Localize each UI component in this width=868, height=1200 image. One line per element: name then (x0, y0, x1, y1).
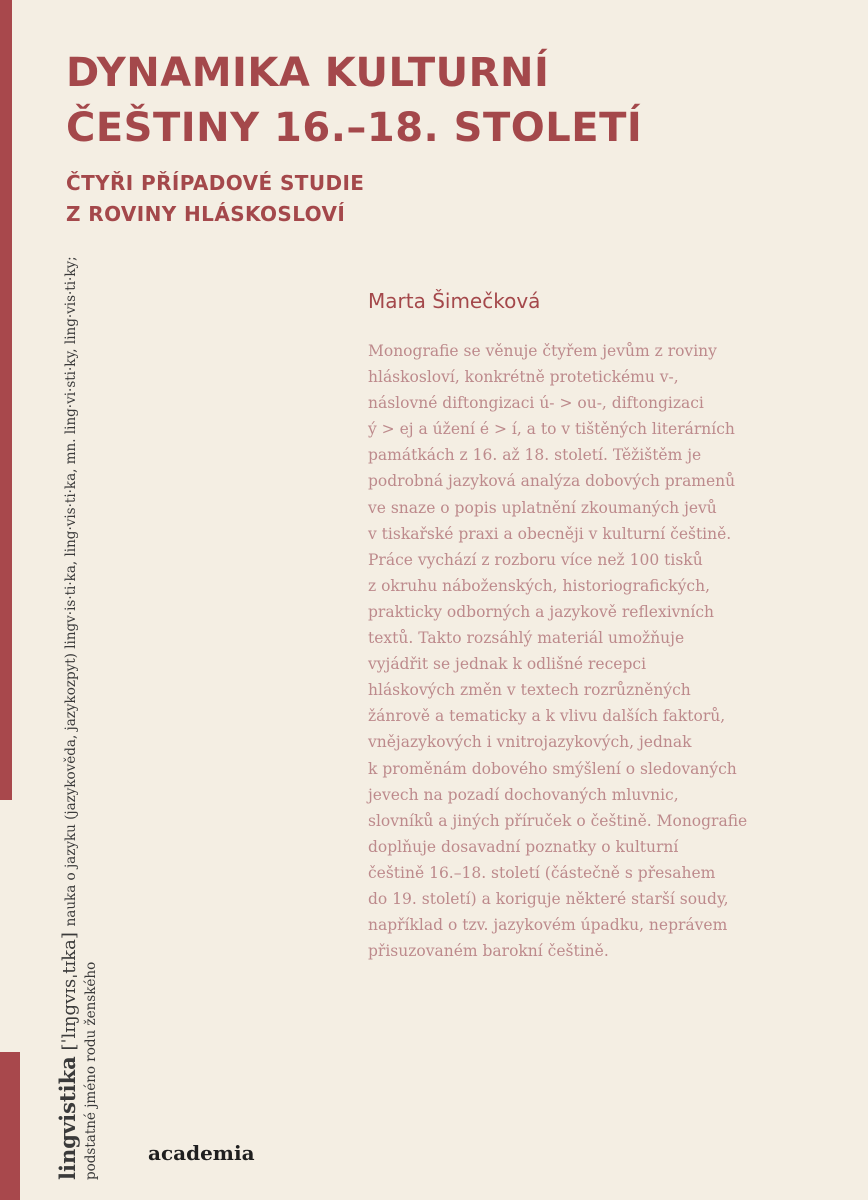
book-subtitle (66, 168, 666, 230)
abstract-line: jevech na pozadí dochovaných mluvnic, (368, 785, 679, 804)
abstract-line: ve snaze o popis uplatnění zkoumaných jevů (368, 498, 717, 517)
book-title-line-1: DYNAMIKA KULTURNÍ (66, 50, 550, 96)
dictionary-headword: lingvistika (55, 1056, 80, 1180)
publisher-logo-text: academia (148, 1141, 255, 1165)
abstract-line: hláskosloví, konkrétně protetickému v-, (368, 368, 679, 387)
author-name: Marta Šimečková (368, 289, 541, 313)
abstract-line: prakticky odborných a jazykově reflexivních (368, 602, 715, 621)
abstract-line: z okruhu náboženských, historiografických, (368, 576, 711, 595)
abstract-line: památkách z 16. až 18. století. Těžištěm je (368, 446, 702, 465)
abstract-line: v tiskařské praxi a obecněji v kulturní češtině. (368, 524, 732, 543)
abstract-line: například o tzv. jazykovém úpadku, neprávem (368, 916, 728, 935)
dictionary-grammar-note: podstatné jméno rodu ženského (83, 961, 99, 1180)
abstract-line: slovníků a jiných příruček o češtině. Monografie (368, 811, 748, 830)
dictionary-definition: nauka o jazyku (jazykověda, jazykozpyt) lingv·is·ti·ka, ling·vis·ti·ka, mn. ling·vi·sti·ky, ling·vis·ti·ky; (63, 256, 79, 927)
abstract-line: ý > ej a úžení é > í, a to v tištěných literárních (368, 420, 735, 439)
left-accent-bar-bottom (0, 1052, 20, 1200)
abstract-line: Práce vychází z rozboru více než 100 tisků (368, 550, 703, 569)
abstract-line: doplňuje dosavadní poznatky o kulturní (368, 837, 679, 856)
book-subtitle-line-1: ČTYŘI PŘÍPADOVÉ STUDIE (66, 171, 365, 195)
left-accent-bar-top (0, 0, 12, 800)
abstract-line: vnějazykových i vnitrojazykových, jednak (368, 733, 692, 752)
dictionary-pronunciation: [ˈlɪŋgvɪsˌtɪka] (59, 932, 80, 1051)
book-subtitle-line-2: Z ROVINY HLÁSKOSLOVÍ (66, 202, 346, 226)
abstract-line: češtině 16.–18. století (částečně s přesahem (368, 863, 716, 882)
abstract-line: do 19. století) a koriguje některé starší soudy, (368, 889, 729, 908)
abstract-line: hláskových změn v textech rozrůzněných (368, 681, 691, 700)
abstract-line: podrobná jazyková analýza dobových pramenů (368, 472, 736, 491)
abstract-line: žánrově a tematicky a k vlivu dalších faktorů, (368, 707, 726, 726)
abstract-text (368, 338, 828, 964)
abstract-line: přisuzovaném barokní češtině. (368, 942, 609, 961)
book-title-line-2: ČEŠTINY 16.–18. STOLETÍ (66, 105, 643, 151)
book-title (66, 46, 826, 156)
abstract-line: náslovné diftongizaci ú- > ou-, diftongizaci (368, 394, 704, 413)
abstract-line: textů. Takto rozsáhlý materiál umožňuje (368, 629, 685, 648)
dictionary-entry (57, 0, 100, 1180)
abstract-line: k proměnám dobového smýšlení o sledovaných (368, 759, 737, 778)
dictionary-entry-line-1 (57, 0, 82, 1180)
abstract-line: Monografie se věnuje čtyřem jevům z roviny (368, 342, 717, 360)
abstract-line: vyjádřit se jednak k odlišné recepci (368, 655, 647, 674)
